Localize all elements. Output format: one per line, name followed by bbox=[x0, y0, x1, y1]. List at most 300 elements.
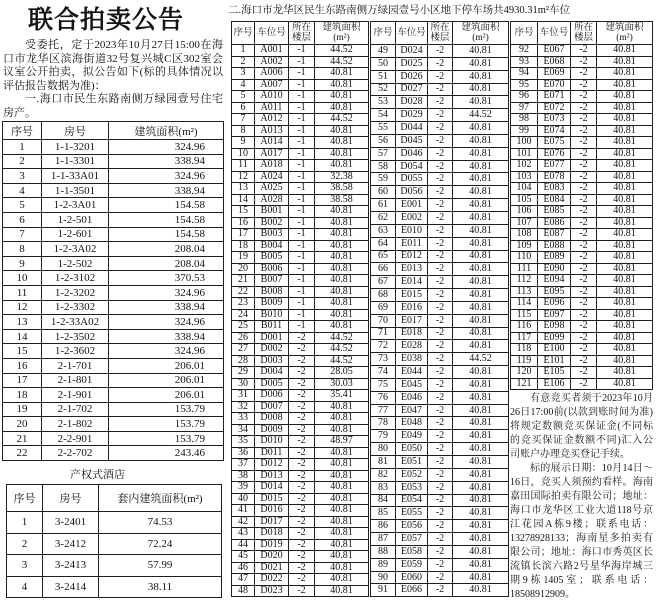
table-row bbox=[232, 102, 369, 114]
table-row bbox=[511, 286, 653, 298]
cell-space: D020 bbox=[255, 551, 289, 563]
cell-area: 40.81 bbox=[453, 533, 509, 546]
cell-space: E094 bbox=[538, 275, 571, 287]
cell-area: 40.81 bbox=[315, 516, 369, 528]
cell-area: 40.81 bbox=[315, 309, 369, 321]
table-row bbox=[232, 171, 369, 183]
cell-space: E087 bbox=[538, 229, 571, 241]
cell-room: 1-2-3602 bbox=[42, 344, 109, 359]
cell-space: D016 bbox=[255, 505, 289, 517]
table-row bbox=[232, 390, 369, 402]
table-row bbox=[232, 206, 369, 218]
cell-room: 1-1-3201 bbox=[42, 140, 109, 155]
cell-seq: 77 bbox=[371, 404, 396, 417]
cell-floor: -1 bbox=[289, 321, 315, 333]
cell-room: 1-2-3A01 bbox=[42, 198, 109, 213]
cell-seq: 116 bbox=[511, 321, 538, 333]
cell-seq: 12 bbox=[232, 171, 255, 183]
cell-seq: 2 bbox=[7, 533, 43, 555]
cell-space: E051 bbox=[396, 456, 428, 469]
table-row bbox=[511, 355, 653, 367]
table-row bbox=[511, 160, 653, 172]
table-row bbox=[3, 358, 224, 373]
cell-area: 40.81 bbox=[315, 551, 369, 563]
cell-space: E028 bbox=[396, 340, 428, 353]
cell-space: E097 bbox=[538, 309, 571, 321]
cell-room: 2-2-901 bbox=[42, 431, 109, 446]
cell-space: D003 bbox=[255, 355, 289, 367]
cell-floor: -2 bbox=[428, 558, 453, 571]
cell-floor: -2 bbox=[428, 468, 453, 481]
cell-area: 40.81 bbox=[453, 340, 509, 353]
table-row bbox=[371, 160, 509, 173]
cell-seq: 9 bbox=[232, 137, 255, 149]
table-row bbox=[3, 446, 224, 461]
cell-seq: 66 bbox=[371, 263, 396, 276]
table-row bbox=[3, 388, 224, 403]
cell-seq: 69 bbox=[371, 301, 396, 314]
cell-area: 40.81 bbox=[597, 68, 653, 80]
cell-space: E078 bbox=[538, 171, 571, 183]
table-row bbox=[511, 194, 653, 206]
cell-seq: 37 bbox=[232, 459, 255, 471]
cell-space: E056 bbox=[396, 520, 428, 533]
parking-table-2 bbox=[370, 21, 509, 597]
cell-floor: -2 bbox=[289, 470, 315, 482]
table-row bbox=[511, 171, 653, 183]
cell-area: 153.79 bbox=[109, 417, 224, 432]
cell-area: 40.81 bbox=[315, 263, 369, 275]
cell-space: E090 bbox=[538, 263, 571, 275]
table-row bbox=[371, 584, 509, 597]
cell-space: E044 bbox=[396, 366, 428, 379]
table-row bbox=[232, 562, 369, 574]
cell-floor: -1 bbox=[289, 160, 315, 172]
table-row bbox=[3, 140, 224, 155]
cell-floor: -2 bbox=[289, 355, 315, 367]
table-row bbox=[232, 482, 369, 494]
cell-area: 40.81 bbox=[597, 171, 653, 183]
cell-area: 40.81 bbox=[453, 456, 509, 469]
table-row bbox=[232, 160, 369, 172]
cell-floor: -2 bbox=[289, 378, 315, 390]
cell-space: D012 bbox=[255, 459, 289, 471]
cell-space: D025 bbox=[396, 57, 428, 70]
cell-space: D023 bbox=[255, 585, 289, 597]
cell-floor: -2 bbox=[571, 217, 597, 229]
cell-space: B011 bbox=[255, 321, 289, 333]
table-row bbox=[232, 528, 369, 540]
table-row bbox=[232, 344, 369, 356]
cell-room: 1-2-33A02 bbox=[42, 315, 109, 330]
cell-seq: 48 bbox=[232, 585, 255, 597]
cell-area: 40.81 bbox=[453, 404, 509, 417]
cell-floor: -1 bbox=[289, 137, 315, 149]
table-row bbox=[371, 481, 509, 494]
cell-seq: 117 bbox=[511, 332, 538, 344]
cell-floor: -2 bbox=[289, 447, 315, 459]
cell-space: D029 bbox=[396, 109, 428, 122]
table-row bbox=[371, 263, 509, 276]
cell-area: 40.81 bbox=[453, 584, 509, 597]
cell-area: 154.58 bbox=[109, 227, 224, 242]
cell-seq: 47 bbox=[232, 574, 255, 586]
cell-area: 40.81 bbox=[315, 102, 369, 114]
cell-floor: -1 bbox=[289, 56, 315, 68]
table-row bbox=[232, 298, 369, 310]
cell-seq: 104 bbox=[511, 183, 538, 195]
table-header-row bbox=[511, 22, 653, 45]
cell-area: 40.81 bbox=[597, 217, 653, 229]
table-row bbox=[511, 217, 653, 229]
cell-space: D011 bbox=[255, 447, 289, 459]
cell-space: E011 bbox=[396, 237, 428, 250]
cell-seq: 74 bbox=[371, 366, 396, 379]
cell-seq: 32 bbox=[232, 401, 255, 413]
column-header-area: 建筑面积(m²) bbox=[597, 22, 653, 45]
residential-table bbox=[2, 121, 224, 461]
cell-floor: -2 bbox=[571, 91, 597, 103]
cell-area: 338.94 bbox=[109, 300, 224, 315]
cell-room: 1-2-3502 bbox=[42, 329, 109, 344]
cell-space: D045 bbox=[396, 134, 428, 147]
cell-space: E069 bbox=[538, 68, 571, 80]
cell-space: E089 bbox=[538, 252, 571, 264]
cell-area: 40.81 bbox=[453, 173, 509, 186]
cell-room: 2-1-701 bbox=[42, 358, 109, 373]
cell-area: 40.81 bbox=[597, 183, 653, 195]
cell-area: 338.94 bbox=[109, 329, 224, 344]
table-header bbox=[3, 122, 224, 140]
cell-space: E076 bbox=[538, 148, 571, 160]
cell-seq: 21 bbox=[232, 275, 255, 287]
cell-floor: -2 bbox=[289, 367, 315, 379]
cell-area: 40.81 bbox=[597, 309, 653, 321]
cell-seq: 53 bbox=[371, 96, 396, 109]
cell-seq: 121 bbox=[511, 378, 538, 390]
cell-area: 153.79 bbox=[109, 402, 224, 417]
cell-floor: -2 bbox=[428, 263, 453, 276]
cell-area: 40.81 bbox=[597, 252, 653, 264]
table-row bbox=[371, 96, 509, 109]
cell-space: E067 bbox=[538, 45, 571, 57]
cell-seq: 22 bbox=[232, 286, 255, 298]
cell-area: 40.81 bbox=[315, 240, 369, 252]
cell-area: 40.81 bbox=[453, 417, 509, 430]
cell-seq: 1 bbox=[232, 45, 255, 57]
cell-area: 40.81 bbox=[597, 275, 653, 287]
table-row bbox=[3, 242, 224, 257]
cell-floor: -1 bbox=[289, 309, 315, 321]
cell-area: 40.81 bbox=[597, 263, 653, 275]
cell-area: 40.81 bbox=[453, 571, 509, 584]
table-row bbox=[511, 309, 653, 321]
cell-space: D028 bbox=[396, 96, 428, 109]
cell-seq: 82 bbox=[371, 468, 396, 481]
cell-space: B006 bbox=[255, 263, 289, 275]
table-row bbox=[371, 186, 509, 199]
cell-seq: 115 bbox=[511, 309, 538, 321]
cell-seq: 89 bbox=[371, 558, 396, 571]
cell-floor: -2 bbox=[289, 390, 315, 402]
cell-area: 40.81 bbox=[315, 470, 369, 482]
cell-space: E001 bbox=[396, 199, 428, 212]
cell-seq: 94 bbox=[511, 68, 538, 80]
cell-space: E100 bbox=[538, 344, 571, 356]
cell-area: 40.81 bbox=[453, 558, 509, 571]
table-row bbox=[371, 571, 509, 584]
table-header-row bbox=[232, 22, 369, 45]
cell-area: 44.52 bbox=[315, 45, 369, 57]
table-row bbox=[232, 263, 369, 275]
cell-seq: 79 bbox=[371, 430, 396, 443]
cell-area: 40.81 bbox=[597, 137, 653, 149]
cell-floor: -2 bbox=[571, 309, 597, 321]
cell-seq: 103 bbox=[511, 171, 538, 183]
table-header bbox=[7, 485, 222, 512]
table-row bbox=[371, 301, 509, 314]
cell-space: E052 bbox=[396, 468, 428, 481]
table-row bbox=[371, 443, 509, 456]
cell-space: E045 bbox=[396, 378, 428, 391]
table-row bbox=[371, 83, 509, 96]
cell-floor: -2 bbox=[428, 494, 453, 507]
cell-seq: 17 bbox=[232, 229, 255, 241]
table-row bbox=[511, 298, 653, 310]
table-row bbox=[232, 252, 369, 264]
cell-area: 40.81 bbox=[597, 286, 653, 298]
cell-seq: 15 bbox=[3, 344, 42, 359]
cell-space: E075 bbox=[538, 137, 571, 149]
cell-seq: 14 bbox=[232, 194, 255, 206]
viewing-contact-paragraph: 标的展示日期：10月14日～16日，竞买人须预约看样。海南嘉田国际拍卖有限公司；地址：海口市龙华区工业大道118号京江花园A栋9楼；联系电话：13278928133；海南星多拍卖有限公司；地址：海口市秀英区长流镇长滨六路2号星华海岸城三期9栋1405室；联系电话：18508912909。 bbox=[510, 463, 653, 600]
cell-area: 40.81 bbox=[597, 378, 653, 390]
cell-seq: 46 bbox=[232, 562, 255, 574]
cell-area: 40.81 bbox=[453, 57, 509, 70]
section-2-heading: 二.海口市龙华区民生东路南侧万绿园壹号小区地下停车场共4930.31m²车位 bbox=[228, 5, 571, 16]
cell-floor: -2 bbox=[428, 237, 453, 250]
cell-floor: -2 bbox=[289, 401, 315, 413]
cell-area: 40.81 bbox=[315, 459, 369, 471]
table-row bbox=[232, 332, 369, 344]
cell-floor: -2 bbox=[428, 211, 453, 224]
cell-seq: 75 bbox=[371, 378, 396, 391]
cell-seq: 49 bbox=[371, 45, 396, 58]
cell-seq: 5 bbox=[232, 91, 255, 103]
cell-floor: -2 bbox=[289, 551, 315, 563]
table-row bbox=[7, 555, 222, 577]
cell-area: 324.96 bbox=[109, 285, 224, 300]
cell-area: 40.81 bbox=[453, 545, 509, 558]
table-row bbox=[371, 122, 509, 135]
cell-area: 40.81 bbox=[453, 211, 509, 224]
table-header bbox=[511, 22, 653, 45]
cell-floor: -2 bbox=[289, 413, 315, 425]
cell-space: D021 bbox=[255, 562, 289, 574]
cell-seq: 5 bbox=[3, 198, 42, 213]
cell-space: E015 bbox=[396, 289, 428, 302]
cell-space: E010 bbox=[396, 224, 428, 237]
cell-seq: 43 bbox=[232, 528, 255, 540]
cell-space: D056 bbox=[396, 186, 428, 199]
cell-floor: -2 bbox=[428, 289, 453, 302]
cell-floor: -2 bbox=[428, 276, 453, 289]
table-row bbox=[232, 367, 369, 379]
table-row bbox=[3, 402, 224, 417]
cell-seq: 101 bbox=[511, 148, 538, 160]
cell-area: 40.81 bbox=[597, 194, 653, 206]
table-row bbox=[232, 355, 369, 367]
cell-seq: 14 bbox=[3, 329, 42, 344]
cell-space: D005 bbox=[255, 378, 289, 390]
cell-space: E072 bbox=[538, 102, 571, 114]
cell-seq: 45 bbox=[232, 551, 255, 563]
table-row bbox=[3, 373, 224, 388]
table-row bbox=[3, 154, 224, 169]
cell-seq: 16 bbox=[232, 217, 255, 229]
cell-seq: 21 bbox=[3, 431, 42, 446]
cell-floor: -2 bbox=[289, 562, 315, 574]
cell-seq: 13 bbox=[3, 315, 42, 330]
hotel-table bbox=[6, 484, 222, 598]
intro-paragraph: 受委托，定于2023年10月27日15:00在海口市龙华区滨海街道32号复兴城C区302室会议室公开拍卖，拟公告如下(标的具体情况以评估报告数据为准)： bbox=[3, 39, 223, 92]
table-row bbox=[511, 206, 653, 218]
cell-space: A017 bbox=[255, 148, 289, 160]
cell-space: E084 bbox=[538, 194, 571, 206]
cell-space: A012 bbox=[255, 114, 289, 126]
cell-seq: 10 bbox=[3, 271, 42, 286]
cell-seq: 113 bbox=[511, 286, 538, 298]
cell-area: 40.81 bbox=[597, 298, 653, 310]
cell-floor: -2 bbox=[571, 240, 597, 252]
table-body bbox=[3, 140, 224, 461]
cell-floor: -2 bbox=[428, 456, 453, 469]
cell-space: E105 bbox=[538, 367, 571, 379]
cell-area: 40.81 bbox=[597, 367, 653, 379]
cell-seq: 56 bbox=[371, 134, 396, 147]
cell-area: 40.81 bbox=[453, 481, 509, 494]
column-header-area: 建筑面积(m²) bbox=[315, 22, 369, 45]
cell-area: 40.81 bbox=[597, 148, 653, 160]
table-row bbox=[3, 417, 224, 432]
cell-space: E016 bbox=[396, 301, 428, 314]
column-header-seq: 序号 bbox=[3, 122, 42, 140]
cell-space: D017 bbox=[255, 516, 289, 528]
table-row bbox=[371, 314, 509, 327]
cell-seq: 4 bbox=[3, 183, 42, 198]
cell-room: 2-2-702 bbox=[42, 446, 109, 461]
cell-floor: -2 bbox=[428, 57, 453, 70]
column-header-space: 车位号 bbox=[538, 22, 571, 45]
cell-seq: 30 bbox=[232, 378, 255, 390]
cell-seq: 80 bbox=[371, 443, 396, 456]
table-row bbox=[511, 229, 653, 241]
cell-space: E098 bbox=[538, 321, 571, 333]
cell-space: D001 bbox=[255, 332, 289, 344]
cell-area: 40.81 bbox=[453, 443, 509, 456]
table-row bbox=[371, 417, 509, 430]
cell-seq: 42 bbox=[232, 516, 255, 528]
cell-seq: 102 bbox=[511, 160, 538, 172]
cell-seq: 52 bbox=[371, 83, 396, 96]
cell-seq: 7 bbox=[3, 227, 42, 242]
cell-seq: 50 bbox=[371, 57, 396, 70]
table-row bbox=[371, 456, 509, 469]
cell-space: B001 bbox=[255, 206, 289, 218]
cell-area: 206.01 bbox=[109, 373, 224, 388]
cell-space: E013 bbox=[396, 263, 428, 276]
cell-seq: 91 bbox=[371, 584, 396, 597]
table-row bbox=[232, 114, 369, 126]
cell-area: 40.81 bbox=[315, 137, 369, 149]
table-row bbox=[371, 545, 509, 558]
cell-area: 40.81 bbox=[315, 91, 369, 103]
cell-seq: 11 bbox=[3, 285, 42, 300]
cell-space: A006 bbox=[255, 68, 289, 80]
cell-floor: -2 bbox=[428, 327, 453, 340]
cell-seq: 111 bbox=[511, 263, 538, 275]
cell-space: B009 bbox=[255, 298, 289, 310]
cell-area: 40.81 bbox=[597, 102, 653, 114]
column-header-floor: 所在楼层 bbox=[289, 22, 315, 45]
cell-area: 40.81 bbox=[315, 482, 369, 494]
table-row bbox=[371, 558, 509, 571]
cell-area: 40.81 bbox=[315, 298, 369, 310]
cell-seq: 64 bbox=[371, 237, 396, 250]
cell-space: A024 bbox=[255, 171, 289, 183]
cell-space: D013 bbox=[255, 470, 289, 482]
cell-floor: -2 bbox=[428, 340, 453, 353]
table-row bbox=[232, 148, 369, 160]
cell-seq: 8 bbox=[232, 125, 255, 137]
cell-area: 40.81 bbox=[453, 314, 509, 327]
table-row bbox=[371, 340, 509, 353]
cell-seq: 38 bbox=[232, 470, 255, 482]
cell-seq: 90 bbox=[371, 571, 396, 584]
table-row bbox=[3, 285, 224, 300]
cell-floor: -2 bbox=[428, 545, 453, 558]
cell-seq: 34 bbox=[232, 424, 255, 436]
table-row bbox=[232, 309, 369, 321]
table-row bbox=[511, 367, 653, 379]
cell-space: E086 bbox=[538, 217, 571, 229]
cell-space: D002 bbox=[255, 344, 289, 356]
cell-area: 40.81 bbox=[453, 199, 509, 212]
cell-seq: 17 bbox=[3, 373, 42, 388]
table-row bbox=[232, 79, 369, 91]
table-row bbox=[232, 401, 369, 413]
cell-seq: 41 bbox=[232, 505, 255, 517]
cell-seq: 120 bbox=[511, 367, 538, 379]
cell-area: 40.81 bbox=[315, 229, 369, 241]
cell-space: A025 bbox=[255, 183, 289, 195]
table-row bbox=[3, 212, 224, 227]
cell-room: 2-1-801 bbox=[42, 373, 109, 388]
table-row bbox=[232, 551, 369, 563]
cell-space: E101 bbox=[538, 355, 571, 367]
cell-area: 154.58 bbox=[109, 198, 224, 213]
cell-seq: 4 bbox=[7, 576, 43, 598]
cell-area: 40.81 bbox=[597, 56, 653, 68]
table-row bbox=[232, 436, 369, 448]
cell-seq: 63 bbox=[371, 224, 396, 237]
cell-seq: 16 bbox=[3, 358, 42, 373]
cell-room: 1-2-3A02 bbox=[42, 242, 109, 257]
table-row bbox=[511, 56, 653, 68]
cell-floor: -2 bbox=[571, 263, 597, 275]
table-row bbox=[371, 250, 509, 263]
cell-seq: 68 bbox=[371, 289, 396, 302]
